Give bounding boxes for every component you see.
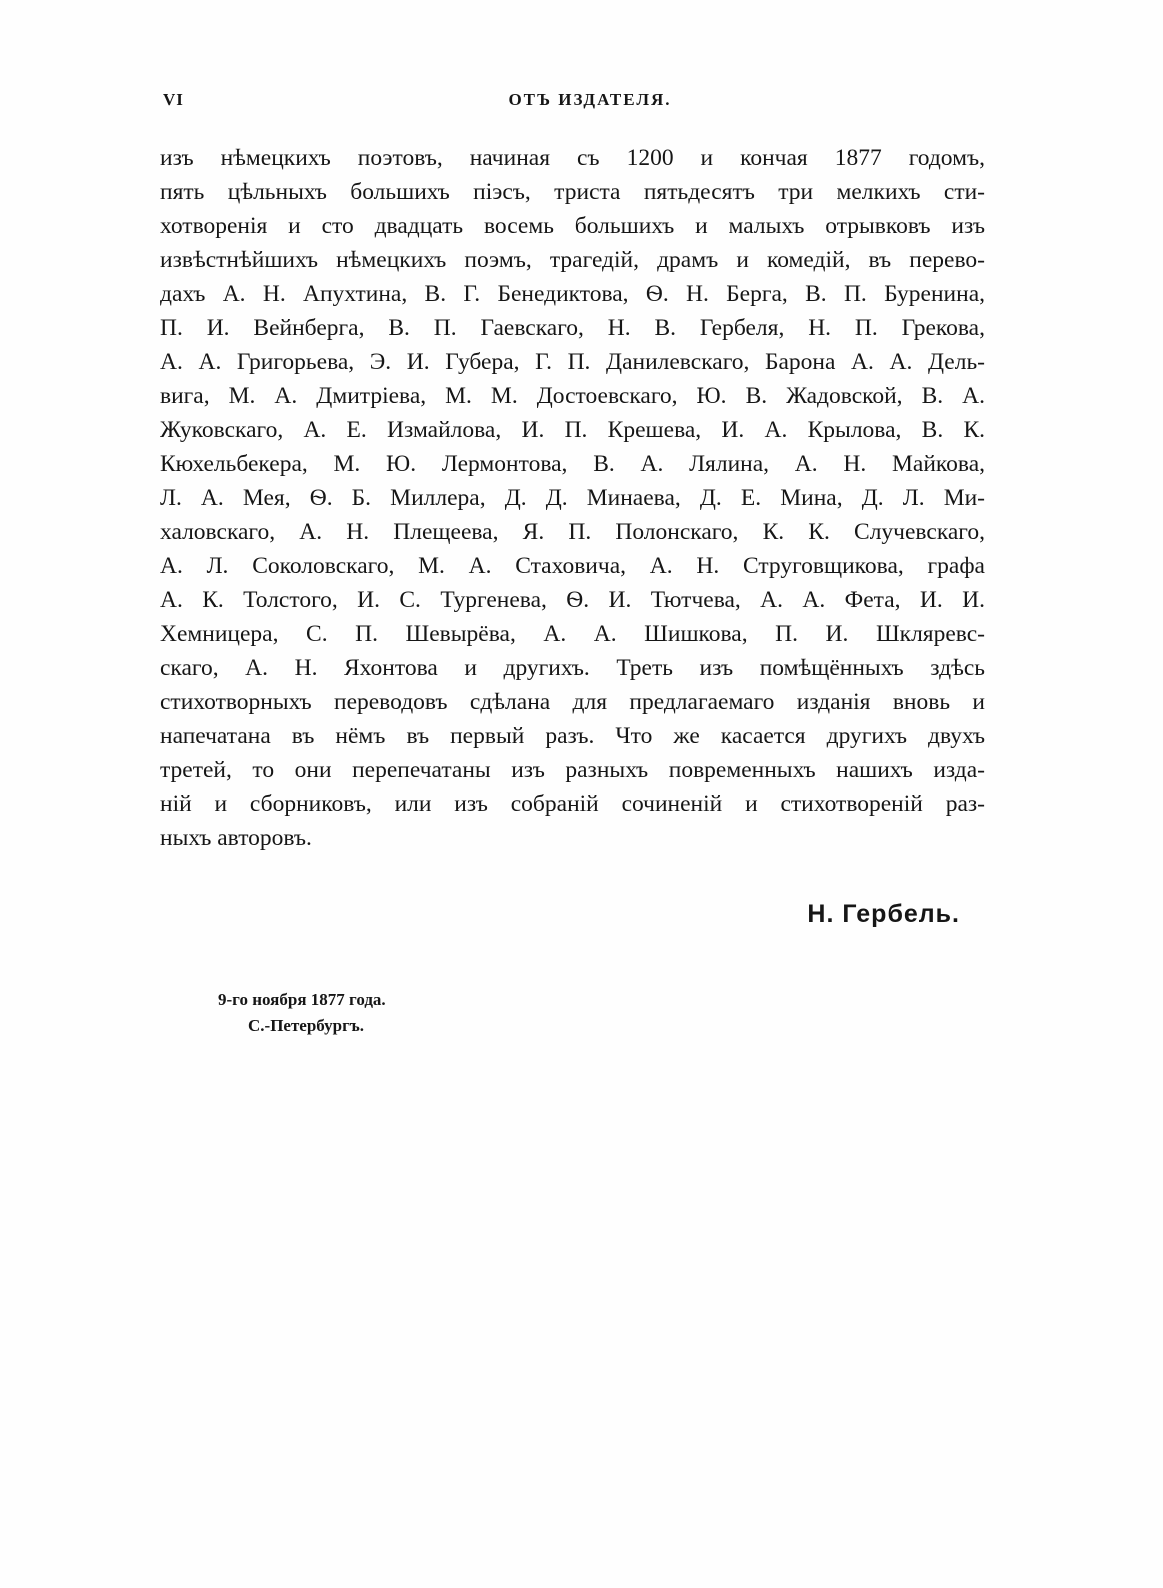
text-line: П. И. Вейнберга, В. П. Гаевскаго, Н. В. Гербеля, Н. П. Грекова, [160,315,985,341]
text-line: извѣстнѣйшихъ нѣмецкихъ поэмъ, трагедій, драмъ и комедій, въ перево- [160,247,985,273]
text-line: А. А. Григорьева, Э. И. Губера, Г. П. Данилевскаго, Барона А. А. Дель- [160,349,985,375]
text-line: скаго, А. Н. Яхонтова и другихъ. Треть изъ помѣщённыхъ здѣсь [160,655,985,681]
text-line: Кюхельбекера, М. Ю. Лермонтова, В. А. Лялина, А. Н. Майкова, [160,451,985,477]
text-line: стихотворныхъ переводовъ сдѣлана для предлагаемаго изданія вновь и [160,689,985,715]
text-line: А. Л. Соколовскаго, М. А. Стаховича, А. Н. Струговщикова, графа [160,553,985,579]
text-line: пять цѣльныхъ большихъ піэсъ, триста пятьдесятъ три мелкихъ сти- [160,179,985,205]
text-line: вига, М. А. Дмитріева, М. М. Достоевскаго, Ю. В. Жадовской, В. А. [160,383,985,409]
text-line: третей, то они перепечатаны изъ разныхъ повременныхъ нашихъ изда- [160,757,985,783]
date-line: 9-го ноября 1877 года. [218,990,386,1009]
text-line: изъ нѣмецкихъ поэтовъ, начиная съ 1200 и кончая 1877 годомъ, [160,145,985,171]
text-line: А. К. Толстого, И. С. Тургенева, Ѳ. И. Тютчева, А. А. Фета, И. И. [160,587,985,613]
text-line: халовскаго, А. Н. Плещеева, Я. П. Полонскаго, К. К. Случевскаго, [160,519,985,545]
text-line: дахъ А. Н. Апухтина, В. Г. Бенедиктова, Ѳ. Н. Берга, В. П. Буренина, [160,281,985,307]
text-line: напечатана въ нёмъ въ первый разъ. Что же касается другихъ двухъ [160,723,985,749]
body-paragraph [160,141,985,855]
text-line: ній и сборниковъ, или изъ собраній сочиненій и стихотвореній раз- [160,791,985,817]
text-line: Жуковскаго, А. Е. Измайлова, И. П. Крешева, И. А. Крылова, В. К. [160,417,985,443]
text-line: Хемницера, С. П. Шевырёва, А. А. Шишкова, П. И. Шкляревс- [160,621,985,647]
page-number: VI [163,90,184,109]
text-line: хотворенія и сто двадцать восемь большихъ и малыхъ отрывковъ изъ [160,213,985,239]
text-line: Л. А. Мея, Ѳ. Б. Миллера, Д. Д. Минаева, Д. Е. Мина, Д. Л. Ми- [160,485,985,511]
author-signature: Н. Гербель. [807,900,960,928]
running-head: ОТЪ ИЗДАТЕЛЯ. [508,90,672,109]
text-line: ныхъ авторовъ. [160,825,312,851]
place-line: С.-Петербургъ. [248,1016,364,1035]
